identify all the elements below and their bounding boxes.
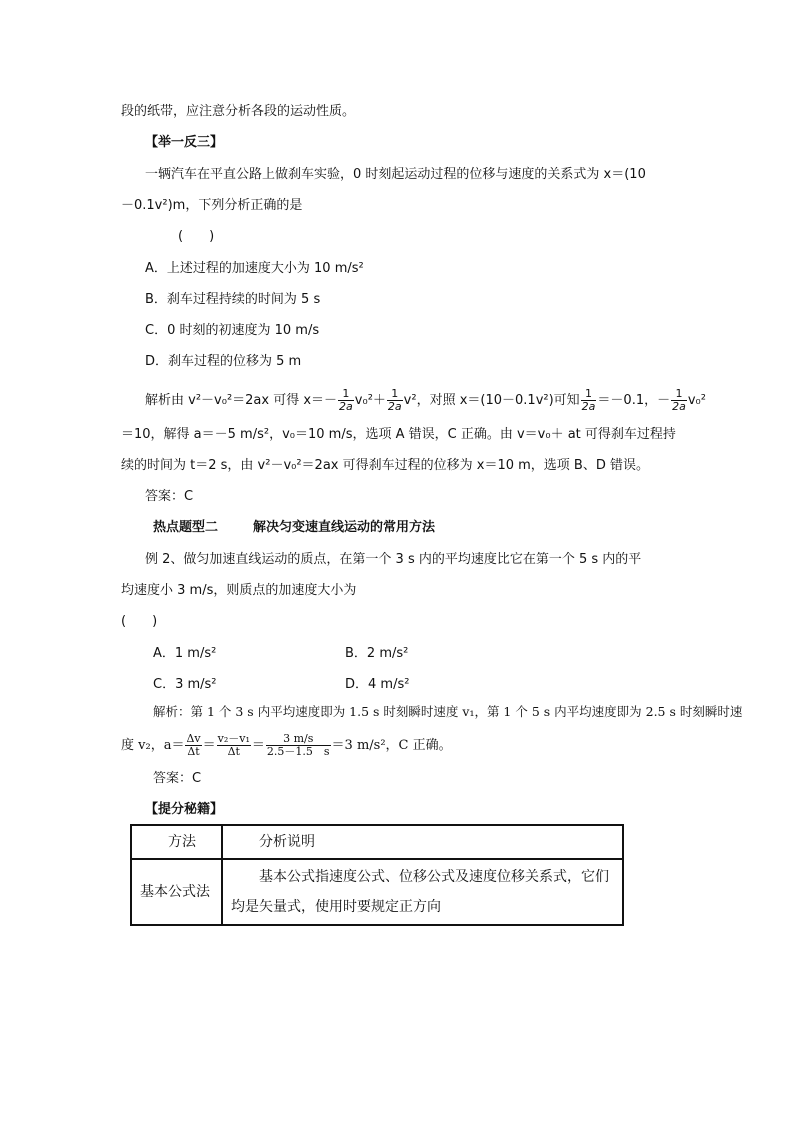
option-a: A．上述过程的加速度大小为 10 m/s²	[145, 261, 364, 276]
fraction-denominator: 2.5－1.5 s	[266, 745, 330, 758]
fraction-dv-dt	[185, 733, 201, 758]
solution1-line2: ＝10，解得 a＝－5 m/s²，v₀＝10 m/s，选项 A 错误，C 正确。由 v＝v₀＋ at 可得刹车过程持	[121, 427, 676, 442]
fraction-numerator: 1	[338, 388, 354, 401]
fraction-denominator: 2a	[581, 400, 596, 413]
methods-table	[130, 824, 624, 926]
fraction-numerator: 1	[581, 388, 597, 401]
solution2-line2: 度 v₂，a＝ $\frac{\Delta v}{\Delta t}$ ＝ $\frac{\text{v₂－v₁}}{\Delta t}$ ＝ $\frac{3 m/s}{2.5-1.5 s}$ ＝3 m/s²，C 正确。	[121, 732, 452, 758]
answer1: 答案：C	[145, 489, 194, 504]
solution1-part-d: ＝－0.1，－	[597, 393, 671, 408]
option-c: C．0 时刻的初速度为 10 m/s	[145, 323, 320, 338]
option2-d: D．4 m/s²	[345, 677, 410, 692]
fraction-denominator: 2a	[387, 400, 402, 413]
table-cell-analysis: 基本公式指速度公式、位移公式及速度位移关系式，它们均是矢量式，使用时要规定正方向	[222, 859, 623, 925]
option2-a: A．1 m/s²	[153, 646, 217, 661]
fraction-v2-v1-dt	[217, 733, 251, 758]
option-b: B．刹车过程持续的时间为 5 s	[145, 292, 321, 307]
fraction-3-over-1s	[266, 733, 331, 758]
fraction-1-over-2a	[338, 388, 354, 413]
fraction-1-over-2a	[387, 388, 403, 413]
answer2: 答案：C	[153, 771, 202, 786]
solution1-line3: 续的时间为 t＝2 s，由 v²－v₀²＝2ax 可得刹车过程的位移为 x＝10 m，选项 B、D 错误。	[121, 458, 649, 473]
solution1-line1	[145, 388, 706, 413]
fraction-numerator: 3 m/s	[266, 733, 331, 746]
section2-title-label: 热点题型二	[153, 520, 219, 535]
question1-line2: －0.1v²)m，下列分析正确的是	[121, 198, 303, 213]
fraction-numerator: 1	[387, 388, 403, 401]
fraction-denominator: 2a	[672, 400, 686, 413]
solution1-part-a: 解析由 v²－v₀²＝2ax 可得 x＝－	[145, 393, 338, 408]
fraction-numerator: Δv	[186, 732, 201, 745]
solution1-part-e: v₀²	[687, 393, 706, 408]
question2-line2: 均速度小 3 m/s，则质点的加速度大小为	[121, 583, 357, 598]
section2-title-text: 解决匀变速直线运动的常用方法	[253, 520, 436, 535]
question2-blank: ( )	[121, 614, 158, 629]
solution2-part-b: ＝3 m/s²，C 正确。	[331, 738, 452, 753]
fraction-numerator: v₂－v₁	[217, 732, 250, 745]
section-header-practice: 【举一反三】	[145, 135, 224, 150]
fraction-denominator: Δt	[187, 745, 200, 758]
question1-line1: 一辆汽车在平直公路上做刹车实验，0 时刻起运动过程的位移与速度的关系式为 x＝(10	[145, 167, 646, 182]
table-header-analysis: 分析说明	[222, 825, 623, 859]
intro-text: 段的纸带，应注意分析各段的运动性质。	[121, 104, 356, 119]
table-header-method: 方法	[131, 825, 222, 859]
option2-b: B．2 m/s²	[345, 646, 409, 661]
option2-c: C．3 m/s²	[153, 677, 217, 692]
solution1-part-c: v²，对照 x＝(10－0.1v²)可知	[403, 393, 580, 408]
table-cell-method: 基本公式法	[131, 859, 222, 925]
question1-blank: ( )	[178, 229, 215, 244]
solution1-part-b: v₀²＋	[354, 393, 386, 408]
fraction-denominator: Δt	[227, 745, 240, 758]
tips-header: 【提分秘籍】	[145, 802, 224, 817]
fraction-denominator: 2a	[339, 400, 353, 413]
option-d: D．刹车过程的位移为 5 m	[145, 354, 302, 369]
fraction-numerator: 1	[671, 388, 687, 401]
fraction-1-over-2a	[581, 388, 597, 413]
question2-line1: 例 2、做匀加速直线运动的质点，在第一个 3 s 内的平均速度比它在第一个 5 s 内的平	[145, 552, 642, 567]
table-header-row	[131, 825, 623, 859]
solution2-line1: 解析：第 1 个 3 s 内平均速度即为 1.5 s 时刻瞬时速度 v₁，第 1 个 5 s 内平均速度即为 2.5 s 时刻瞬时速	[153, 704, 743, 719]
table-row	[131, 859, 623, 925]
solution2-part-a: 度 v₂，a＝	[121, 738, 185, 753]
fraction-1-over-2a	[671, 388, 687, 413]
